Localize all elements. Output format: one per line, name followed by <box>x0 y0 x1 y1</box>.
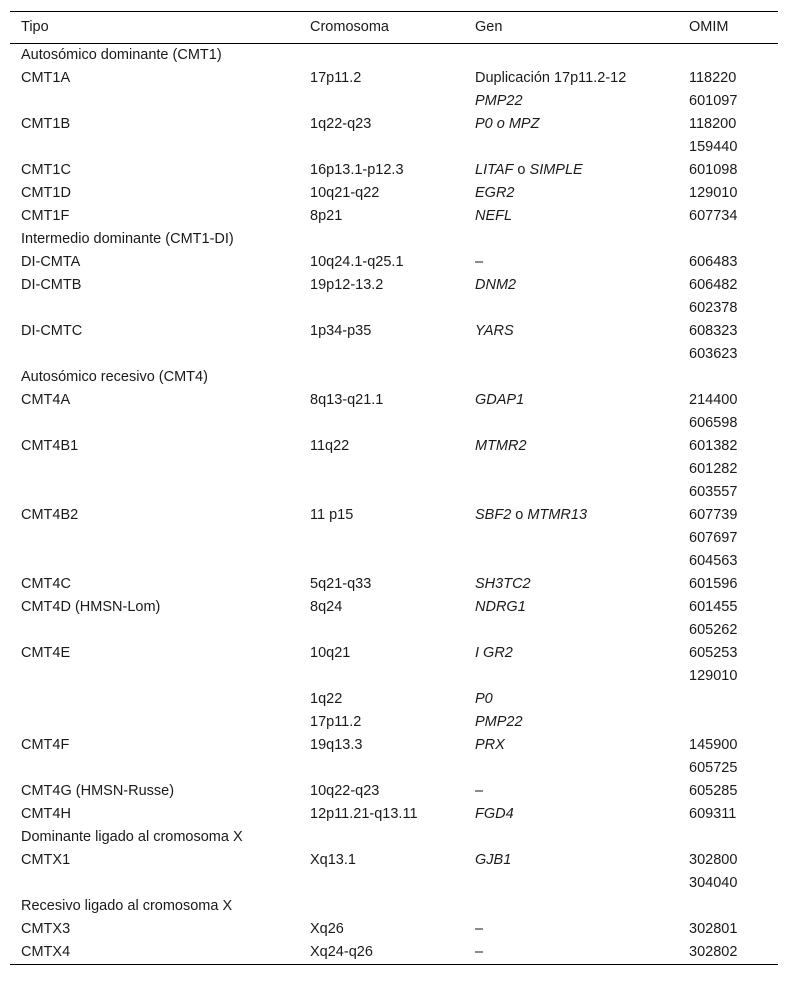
cell-tipo <box>10 757 299 780</box>
cell-gen <box>464 711 678 734</box>
cell-gen <box>464 504 678 527</box>
cell-gen <box>464 251 678 274</box>
cell-gen <box>464 918 678 941</box>
gene-name: LITAF <box>475 162 514 178</box>
cell-tipo: CMTX4 <box>21 944 71 960</box>
cell-tipo: CMT4F <box>21 737 70 753</box>
cell-omim: 129010 <box>689 185 738 201</box>
cell-gen <box>464 481 678 504</box>
table-row <box>10 297 778 320</box>
cell-tipo: DI-CMTA <box>21 254 81 270</box>
table-row <box>10 849 778 872</box>
cell-gen <box>464 941 678 965</box>
cell-gen <box>464 458 678 481</box>
gene-name: MTMR13 <box>527 507 588 523</box>
cell-omim: 605262 <box>689 622 738 638</box>
table-row <box>10 596 778 619</box>
cell-omim: 159440 <box>689 139 738 155</box>
cell-omim: 601455 <box>689 599 738 615</box>
table-row <box>10 642 778 665</box>
header-row <box>10 12 778 44</box>
table-row <box>10 389 778 412</box>
table-row <box>10 251 778 274</box>
cell-gen <box>464 573 678 596</box>
table-body <box>10 44 778 965</box>
group-heading: Recesivo ligado al cromosoma X <box>21 898 233 914</box>
gene-text: o <box>511 507 528 523</box>
cell-omim <box>678 711 778 734</box>
cell-cromosoma: 8q13-q21.1 <box>310 392 384 408</box>
gene-name: DNM2 <box>475 277 517 293</box>
cell-cromosoma <box>299 757 464 780</box>
cell-omim: 302801 <box>689 921 738 937</box>
cell-cromosoma <box>299 527 464 550</box>
cell-omim: 607734 <box>689 208 738 224</box>
cell-gen <box>464 343 678 366</box>
cell-gen <box>464 803 678 826</box>
cell-tipo <box>10 90 299 113</box>
group-row <box>10 895 778 918</box>
table-row <box>10 182 778 205</box>
cell-omim: 609311 <box>689 806 737 822</box>
table-row <box>10 90 778 113</box>
cell-omim: 601382 <box>689 438 738 454</box>
table-row <box>10 412 778 435</box>
cell-cromosoma: 1q22 <box>310 691 343 707</box>
cell-gen <box>464 113 678 136</box>
cell-tipo <box>10 665 299 688</box>
table-row <box>10 458 778 481</box>
cell-tipo: DI-CMTB <box>21 277 82 293</box>
gene-name: PRX <box>475 737 505 753</box>
cell-tipo <box>10 297 299 320</box>
cell-gen <box>464 642 678 665</box>
cell-gen <box>464 757 678 780</box>
cell-omim: 608323 <box>689 323 738 339</box>
gene-name: EGR2 <box>475 185 515 201</box>
cell-cromosoma: 8p21 <box>310 208 343 224</box>
table-header <box>10 12 778 44</box>
cell-omim: 118200 <box>689 116 737 132</box>
cell-tipo: CMT1F <box>21 208 70 224</box>
cell-omim: 606598 <box>689 415 738 431</box>
group-row <box>10 228 778 251</box>
group-heading: Autosómico dominante (CMT1) <box>21 47 222 63</box>
cell-omim: 603557 <box>689 484 738 500</box>
cell-gen <box>464 550 678 573</box>
cell-tipo <box>10 711 299 734</box>
table-row <box>10 113 778 136</box>
table-row <box>10 573 778 596</box>
table-row <box>10 343 778 366</box>
cell-cromosoma: 10q21 <box>310 645 351 661</box>
cell-cromosoma <box>299 619 464 642</box>
cell-omim: 145900 <box>689 737 738 753</box>
gene-name: SH3TC2 <box>475 576 531 592</box>
cell-gen <box>464 665 678 688</box>
cell-omim: 304040 <box>689 875 738 891</box>
cell-cromosoma: Xq24-q26 <box>310 944 373 960</box>
cell-cromosoma: 10q22-q23 <box>310 783 380 799</box>
cell-omim: 606482 <box>689 277 738 293</box>
cell-tipo <box>10 136 299 159</box>
header-gen: Gen <box>475 19 503 35</box>
group-row <box>10 44 778 68</box>
cell-tipo: CMT4D (HMSN-Lom) <box>21 599 161 615</box>
cell-tipo <box>10 458 299 481</box>
cmt-genetics-table <box>10 11 778 965</box>
cell-tipo: CMT4B2 <box>21 507 79 523</box>
cell-cromosoma: 10q21-q22 <box>310 185 380 201</box>
cell-gen <box>464 320 678 343</box>
cell-tipo: CMT1A <box>21 70 71 86</box>
cell-omim: 601098 <box>689 162 738 178</box>
header-tipo: Tipo <box>21 19 49 35</box>
gene-name: PMP22 <box>475 714 523 730</box>
cell-tipo: CMTX1 <box>21 852 71 868</box>
cell-tipo <box>10 550 299 573</box>
cell-tipo: CMT4C <box>21 576 71 592</box>
cell-omim: 129010 <box>689 668 738 684</box>
cell-omim: 605253 <box>689 645 738 661</box>
cell-cromosoma: 12p11.21-q13.11 <box>310 806 418 822</box>
gene-name: PMP22 <box>475 93 523 109</box>
table-row <box>10 481 778 504</box>
gene-text: – <box>475 944 484 960</box>
cell-cromosoma: Xq13.1 <box>310 852 356 868</box>
table-row <box>10 435 778 458</box>
cell-omim: 607697 <box>689 530 738 546</box>
cell-gen <box>464 205 678 228</box>
cell-cromosoma <box>299 90 464 113</box>
cell-tipo: CMT4E <box>21 645 71 661</box>
cell-tipo <box>10 481 299 504</box>
cell-tipo <box>10 619 299 642</box>
cell-gen <box>464 872 678 895</box>
gene-name: SIMPLE <box>529 162 583 178</box>
table-row <box>10 803 778 826</box>
table-row <box>10 550 778 573</box>
gene-text: – <box>475 921 484 937</box>
cell-tipo: CMT4A <box>21 392 71 408</box>
cell-omim: 607739 <box>689 507 738 523</box>
group-heading: Dominante ligado al cromosoma X <box>21 829 243 845</box>
cell-cromosoma <box>299 872 464 895</box>
table-row <box>10 918 778 941</box>
cell-tipo <box>10 343 299 366</box>
table-row <box>10 941 778 965</box>
table-row <box>10 734 778 757</box>
table-row <box>10 274 778 297</box>
cell-tipo: CMT1D <box>21 185 71 201</box>
table-row <box>10 665 778 688</box>
cell-omim: 602378 <box>689 300 738 316</box>
cell-tipo: CMT4B1 <box>21 438 79 454</box>
cell-cromosoma: 17p11.2 <box>310 714 362 730</box>
genetics-table-container <box>10 11 778 965</box>
cell-cromosoma: 17p11.2 <box>310 70 362 86</box>
cell-cromosoma: Xq26 <box>310 921 344 937</box>
cell-cromosoma: 19p12-13.2 <box>310 277 384 293</box>
cell-gen <box>464 688 678 711</box>
cell-gen <box>464 297 678 320</box>
cell-cromosoma <box>299 550 464 573</box>
cell-gen <box>464 274 678 297</box>
cell-tipo: CMTX3 <box>21 921 71 937</box>
gene-name: FGD4 <box>475 806 514 822</box>
table-row <box>10 527 778 550</box>
cell-cromosoma: 8q24 <box>310 599 343 615</box>
table-row <box>10 688 778 711</box>
cell-cromosoma <box>299 412 464 435</box>
cell-cromosoma: 5q21-q33 <box>310 576 372 592</box>
cell-gen <box>464 619 678 642</box>
cell-gen <box>464 182 678 205</box>
table-row <box>10 159 778 182</box>
cell-cromosoma: 1q22-q23 <box>310 116 372 132</box>
gene-text: Duplicación 17p11.2-12 <box>475 70 627 86</box>
cell-omim: 601596 <box>689 576 738 592</box>
header-omim: OMIM <box>689 19 729 35</box>
cell-cromosoma <box>299 343 464 366</box>
cell-omim: 302800 <box>689 852 738 868</box>
cell-tipo <box>10 412 299 435</box>
cell-gen <box>464 734 678 757</box>
cell-cromosoma: 16p13.1-p12.3 <box>310 162 404 178</box>
cell-omim: 606483 <box>689 254 738 270</box>
gene-name: GJB1 <box>475 852 512 868</box>
cell-cromosoma <box>299 665 464 688</box>
cell-gen <box>464 780 678 803</box>
cell-omim: 118220 <box>689 70 737 86</box>
cell-omim: 214400 <box>689 392 738 408</box>
cell-tipo <box>10 527 299 550</box>
cell-tipo: DI-CMTC <box>21 323 83 339</box>
cell-cromosoma <box>299 297 464 320</box>
gene-name: I GR2 <box>475 645 513 661</box>
gene-text: – <box>475 254 484 270</box>
cell-cromosoma: 10q24.1-q25.1 <box>310 254 404 270</box>
gene-name: NEFL <box>475 208 513 224</box>
cell-tipo: CMT4H <box>21 806 71 822</box>
cell-omim <box>678 688 778 711</box>
table-row <box>10 67 778 90</box>
cell-omim: 601097 <box>689 93 738 109</box>
cell-omim: 601282 <box>689 461 738 477</box>
cell-gen <box>464 389 678 412</box>
cell-gen <box>464 527 678 550</box>
table-row <box>10 780 778 803</box>
table-row <box>10 320 778 343</box>
cell-omim: 605725 <box>689 760 738 776</box>
table-row <box>10 619 778 642</box>
table-row <box>10 711 778 734</box>
cell-omim: 605285 <box>689 783 738 799</box>
cell-tipo <box>10 872 299 895</box>
cell-tipo <box>10 688 299 711</box>
cell-cromosoma <box>299 136 464 159</box>
cell-cromosoma: 11q22 <box>310 438 350 454</box>
group-row <box>10 826 778 849</box>
gene-name: YARS <box>475 323 514 339</box>
table-row <box>10 504 778 527</box>
gene-text: – <box>475 783 484 799</box>
gene-name: MTMR2 <box>475 438 527 454</box>
cell-gen <box>464 435 678 458</box>
cell-cromosoma: 1p34-p35 <box>310 323 372 339</box>
cell-cromosoma <box>299 458 464 481</box>
table-row <box>10 205 778 228</box>
cell-gen <box>464 67 678 90</box>
gene-name: P0 o MPZ <box>475 116 540 132</box>
cell-cromosoma: 11 p15 <box>310 507 354 523</box>
cell-gen <box>464 159 678 182</box>
cell-cromosoma: 19q13.3 <box>310 737 363 753</box>
gene-name: P0 <box>475 691 493 707</box>
gene-text: o <box>513 162 530 178</box>
table-row <box>10 136 778 159</box>
header-cromosoma: Cromosoma <box>310 19 389 35</box>
cell-tipo: CMT1B <box>21 116 71 132</box>
cell-gen <box>464 90 678 113</box>
cell-omim: 603623 <box>689 346 738 362</box>
group-heading: Intermedio dominante (CMT1-DI) <box>21 231 234 247</box>
gene-name: NDRG1 <box>475 599 526 615</box>
cell-tipo: CMT1C <box>21 162 71 178</box>
table-row <box>10 872 778 895</box>
cell-gen <box>464 849 678 872</box>
cell-tipo: CMT4G (HMSN-Russe) <box>21 783 175 799</box>
cell-gen <box>464 596 678 619</box>
cell-omim: 302802 <box>689 944 738 960</box>
cell-gen <box>464 412 678 435</box>
table-row <box>10 757 778 780</box>
group-heading: Autosómico recesivo (CMT4) <box>21 369 208 385</box>
gene-name: GDAP1 <box>475 392 525 408</box>
group-row <box>10 366 778 389</box>
cell-cromosoma <box>299 481 464 504</box>
gene-name: SBF2 <box>475 507 512 523</box>
cell-gen <box>464 136 678 159</box>
cell-omim: 604563 <box>689 553 738 569</box>
